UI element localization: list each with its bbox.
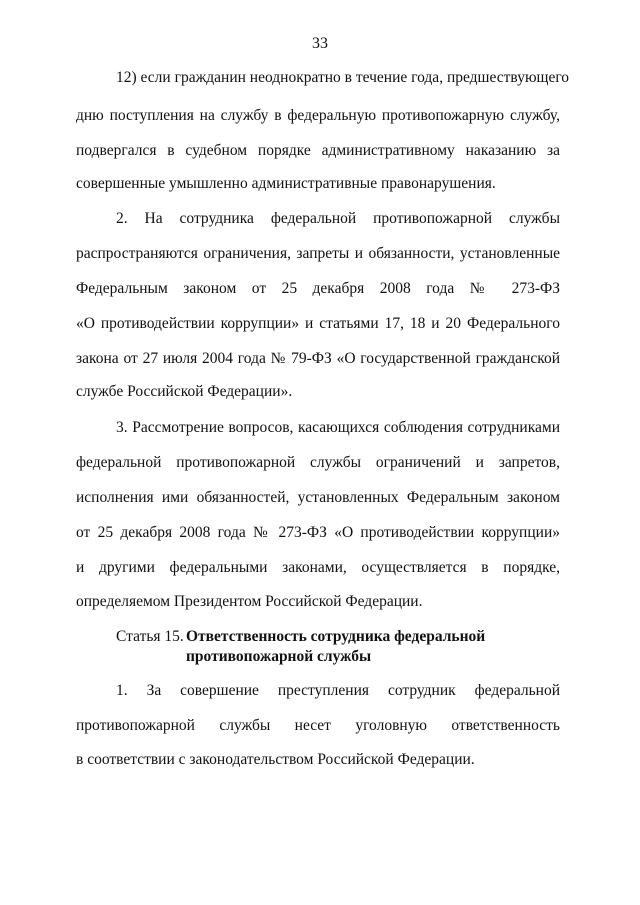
- item12-line-1: 12) если гражданин неоднократно в течение года, предшествующего: [116, 69, 570, 86]
- article15-item1-line-1: 1. За совершение преступления сотрудник федеральной: [116, 682, 560, 699]
- item3-line-5: и другими федеральными законами, осуществляется в порядке,: [76, 559, 560, 576]
- item2-line-3: Федеральным законом от 25 декабря 2008 года № 273-ФЗ: [76, 280, 560, 297]
- item12-line-4: совершенные умышленно административные правонарушения.: [76, 175, 496, 192]
- item3-line-4: от 25 декабря 2008 года № 273-ФЗ «О противодействии коррупции»: [76, 524, 560, 541]
- item2-line-4: «О противодействии коррупции» и статьями 17, 18 и 20 Федерального: [76, 315, 560, 332]
- item2-line-6: службе Российской Федерации».: [76, 383, 293, 400]
- item2-line-1: 2. На сотрудника федеральной противопожарной службы: [116, 210, 560, 227]
- item3-line-6: определяемом Президентом Российской Федерации.: [76, 593, 423, 610]
- article-title-line-2: противопожарной службы: [186, 648, 372, 665]
- item3-line-2: федеральной противопожарной службы ограничений и запретов,: [76, 454, 560, 471]
- item12-line-2: дню поступления на службу в федеральную противопожарную службу,: [76, 107, 560, 124]
- item12-line-3: подвергался в судебном порядке административному наказанию за: [76, 142, 560, 159]
- item2-line-2: распространяются ограничения, запреты и обязанности, установленные: [76, 245, 560, 262]
- article-title-line-1: Ответственность сотрудника федеральной: [186, 628, 486, 645]
- item3-line-3: исполнения ими обязанностей, установленных Федеральным законом: [76, 489, 560, 506]
- page-number: 33: [312, 35, 328, 52]
- article-label: Статья 15.: [116, 628, 184, 645]
- article15-item1-line-2: противопожарной службы несет уголовную ответственность: [76, 717, 560, 734]
- article15-item1-line-3: в соответствии с законодательством Российской Федерации.: [76, 751, 475, 768]
- item2-line-5: закона от 27 июля 2004 года № 79-ФЗ «О государственной гражданской: [76, 350, 560, 367]
- item3-line-1: 3. Рассмотрение вопросов, касающихся соблюдения сотрудниками: [116, 419, 560, 436]
